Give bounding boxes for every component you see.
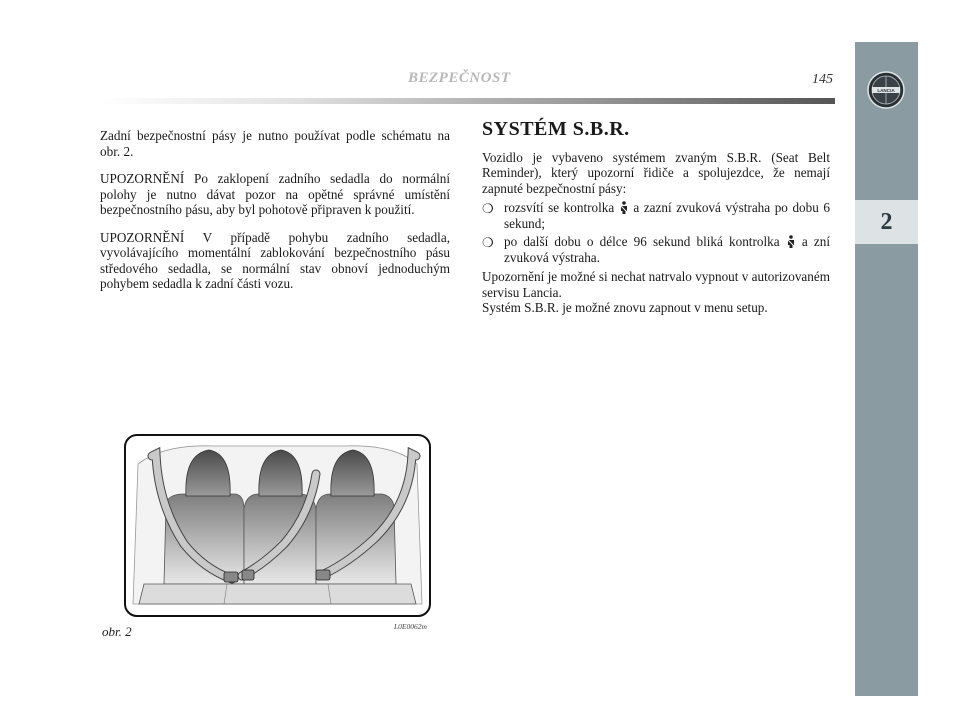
seat-cushion <box>139 584 416 604</box>
figure-label: obr. 2 <box>102 624 132 639</box>
closing-paragraph: Systém S.B.R. je možné znovu zapnout v menu setup. <box>482 300 768 315</box>
intro-paragraph: Vozidlo je vybaveno systémem zvaným S.B.R. (Seat Belt Reminder), který upozorní řidiče a spolujezdce, že nemají zapnuté bezpečnostní pásy: <box>482 149 830 196</box>
list-item <box>482 234 830 265</box>
buckle-left <box>224 572 238 582</box>
bullet-icon: ❍ <box>482 201 494 216</box>
buckle-right <box>316 570 330 580</box>
seat-belt-warning-icon <box>619 201 629 214</box>
bullet-text-before: rozsvítí se kontrolka <box>504 200 615 215</box>
chapter-sidebar <box>855 42 918 696</box>
bullet-icon: ❍ <box>482 235 494 250</box>
section-heading: SYSTÉM S.B.R. <box>482 118 630 140</box>
page-number: 145 <box>812 72 833 87</box>
buckle-center <box>242 570 254 580</box>
left-paragraph: UPOZORNĚNÍ Po zaklopení zadního sedadla do normální polohy je nutno dávat pozor na opětné správné umístění bezpečnostního pásu, aby byl pohotově připraven k použití. <box>100 171 450 217</box>
chapter-tab[interactable]: 2 <box>855 200 918 244</box>
section-title: BEZPEČNOST <box>408 70 511 86</box>
closing-paragraph: Upozornění je možné si nechat natrvalo vypnout v autorizovaném servisu Lancia. <box>482 269 830 300</box>
right-column <box>482 118 831 316</box>
lancia-logo <box>866 70 906 110</box>
bullet-text-after: a zazní zvuková výstraha po dobu 6 sekund; <box>504 200 830 231</box>
rear-seat-belts-figure <box>124 434 431 617</box>
left-paragraph: UPOZORNĚNÍ V případě pohybu zadního sedadla, vyvolávajícího momentální zablokování bezpečnostního pásu středového sedadla, se normální stav obnoví jednoduchým pohybem sedadla k zadní části vozu. <box>100 229 450 291</box>
bullet-text-after: a zní zvuková výstraha. <box>504 234 831 265</box>
header-rule <box>100 98 835 104</box>
logo-text: LANCIA <box>877 88 895 93</box>
seat-belt-warning-icon <box>786 235 796 248</box>
bullet-list <box>482 200 830 265</box>
list-item <box>482 200 830 231</box>
left-paragraph: Zadní bezpečnostní pásy je nutno používat podle schématu na obr. 2. <box>100 128 450 159</box>
figure-code: L0E0062m <box>394 622 427 631</box>
left-column <box>100 128 450 304</box>
bullet-text-before: po další dobu o délce 96 sekund bliká kontrolka <box>504 234 780 249</box>
